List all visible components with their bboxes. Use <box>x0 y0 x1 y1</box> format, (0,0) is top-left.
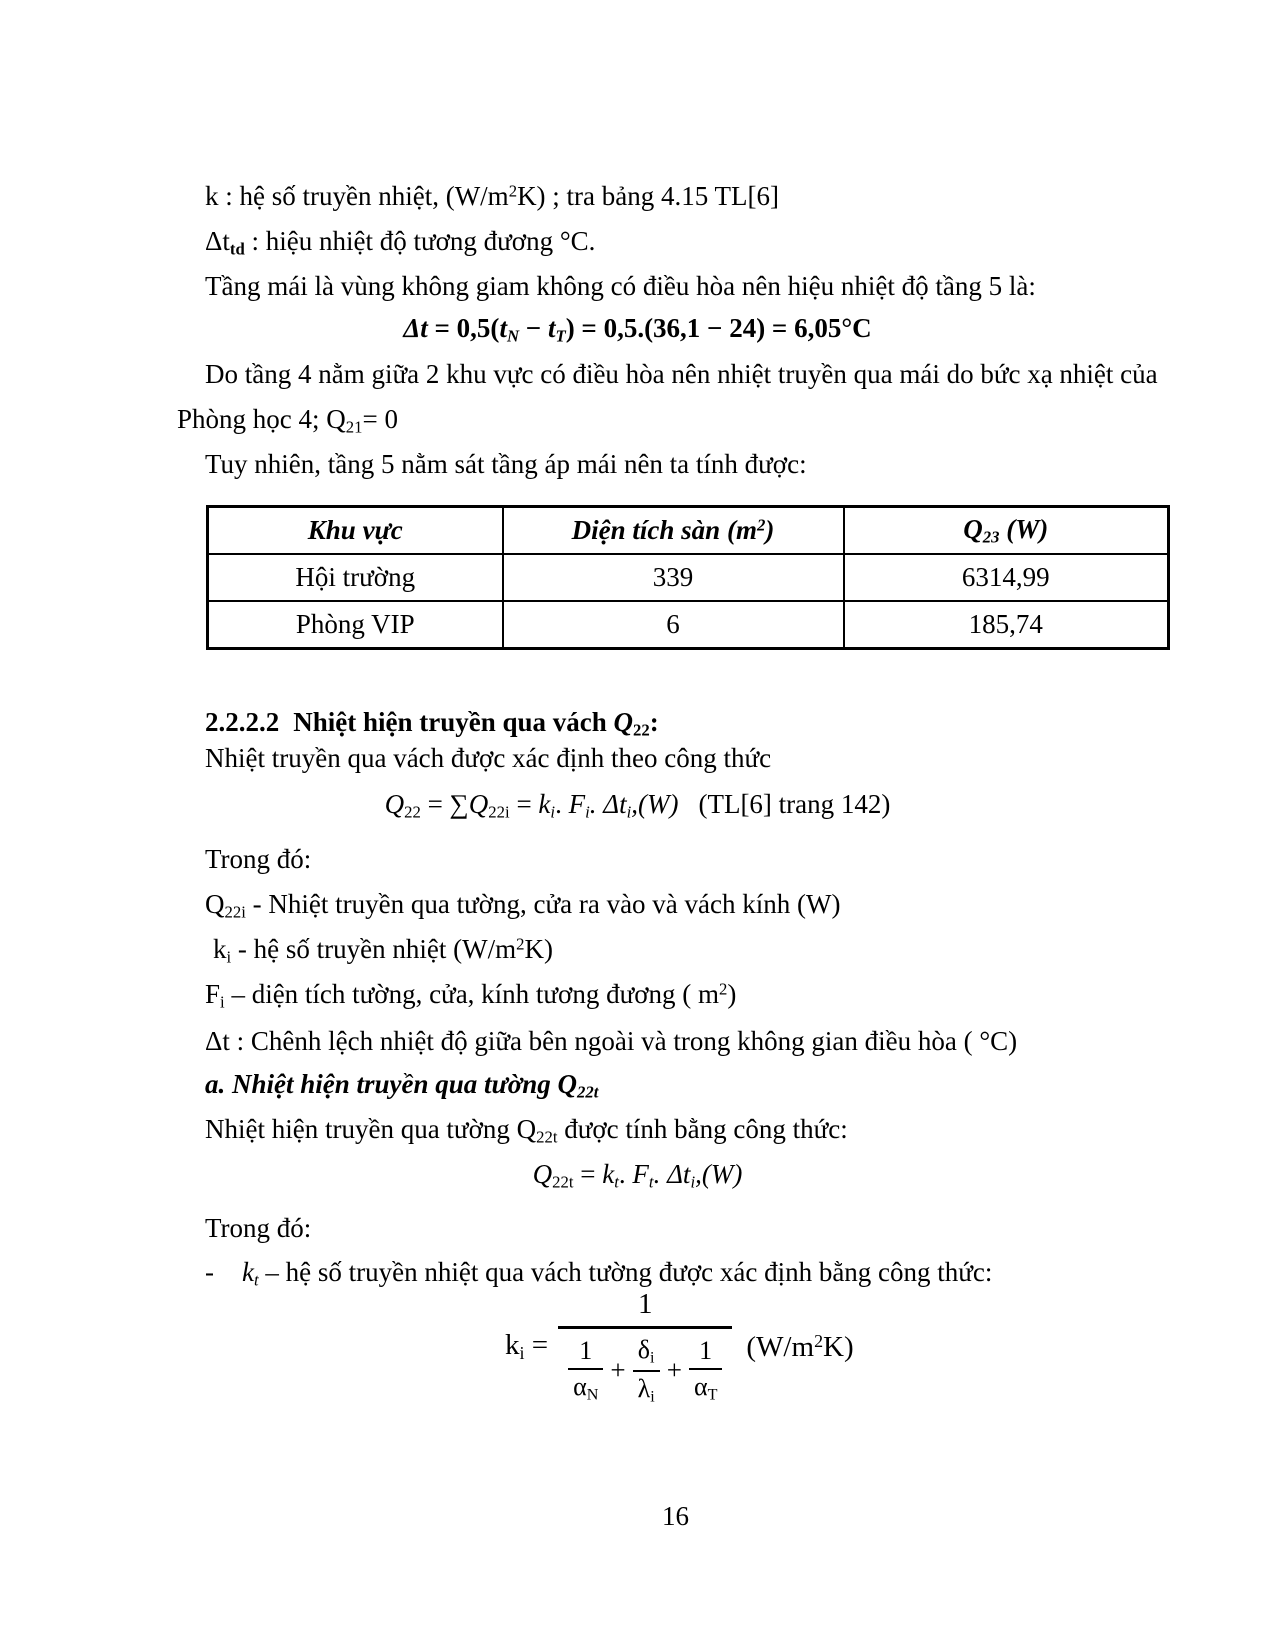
math-var: Q <box>468 789 489 819</box>
page-number-text: 16 <box>662 1501 689 1531</box>
text-segment: k <box>213 934 227 964</box>
text-segment: – diện tích tường, cửa, kính tương đương ( m <box>224 979 719 1009</box>
table-cell <box>208 554 503 601</box>
subscript: 23 <box>982 527 1000 547</box>
header-text: (W) <box>999 513 1049 544</box>
text-segment: Do tầng 4 nằm giữa 2 khu vực có điều hòa nên nhiệt truyền qua mái do bức xạ nhiệt của <box>205 359 1158 389</box>
subscript: 22 <box>633 720 650 740</box>
math-op: ,(W) <box>631 789 679 819</box>
subscript: t <box>648 1172 654 1192</box>
table-header-row <box>208 507 1169 555</box>
math-var: k <box>602 1159 615 1189</box>
line-nhiet-truyen-vach <box>205 742 771 776</box>
math-var: . Δt <box>653 1159 691 1189</box>
math-var: Q <box>557 1069 577 1099</box>
cell-text: 6314,99 <box>961 562 1050 592</box>
text-segment: K) ; tra bảng 4.15 TL[6] <box>517 181 779 211</box>
math-var: δ <box>637 1335 651 1364</box>
math-var: F <box>632 1159 649 1189</box>
table-row <box>208 601 1169 649</box>
text-segment: Trong đó: <box>205 1213 312 1243</box>
formula-reference: (TL[6] trang 142) <box>698 789 891 819</box>
section-heading-2222 <box>205 706 659 742</box>
subscript: 22t <box>576 1082 599 1102</box>
subscript: td <box>229 239 245 259</box>
header-text: Q <box>963 513 983 544</box>
main-fraction <box>558 1288 732 1406</box>
formula-ki-fraction <box>505 1288 854 1406</box>
math-var: k <box>538 789 551 819</box>
table-header-dien-tich <box>503 507 844 555</box>
subscript: T <box>555 326 566 346</box>
sub-fraction-alpha-t <box>689 1336 722 1405</box>
math-op: = <box>509 789 539 819</box>
line-fi-definition <box>205 978 736 1014</box>
text-segment: – hệ số truyền nhiệt qua vách tường được xác định bằng công thức: <box>258 1257 993 1287</box>
subscript: i <box>650 1388 655 1405</box>
cell-text: Phòng VIP <box>295 609 415 639</box>
superscript: 2 <box>719 979 728 999</box>
math-op: = <box>573 1159 603 1189</box>
text-segment: Δt : Chênh lệch nhiệt độ giữa bên ngoài và trong không gian điều hòa ( °C) <box>205 1026 1018 1056</box>
plus-sign: + <box>666 1355 682 1385</box>
cell-text: 185,74 <box>968 609 1043 639</box>
subscript: N <box>506 326 520 346</box>
sub-frac-den <box>689 1368 722 1405</box>
data-table <box>206 505 1170 650</box>
table-cell <box>844 554 1169 601</box>
text-segment: Phòng học 4; Q <box>177 404 346 434</box>
line-kt-definition <box>205 1256 992 1292</box>
math-var: Δt <box>403 313 428 343</box>
math-var: t <box>547 313 556 343</box>
math-var: . Δt <box>589 789 627 819</box>
table-cell <box>503 601 844 649</box>
subscript: 22t <box>536 1127 558 1147</box>
line-trong-do-2 <box>205 1212 311 1246</box>
math-op: − <box>519 313 548 343</box>
formula-q22 <box>0 788 1275 824</box>
superscript: 2 <box>756 515 766 535</box>
list-dash: - <box>205 1257 214 1287</box>
superscript: 2 <box>814 1330 824 1351</box>
sub-frac-den <box>568 1368 603 1405</box>
subscript: i <box>650 1349 655 1367</box>
math-op: = ∑ <box>420 789 469 819</box>
math-var: t <box>499 313 507 343</box>
superscript: 2 <box>508 181 518 201</box>
subscript: 21 <box>345 417 363 437</box>
math-op: ) = 0,5.(36,1 − 24) = 6,05°C <box>565 313 872 343</box>
math-var: Q <box>532 1159 553 1189</box>
header-text: ) <box>765 515 775 545</box>
line-tang-mai <box>205 270 1036 304</box>
subscript: i <box>626 802 632 822</box>
text-segment: Δt <box>205 226 230 256</box>
math-var: k <box>242 1257 254 1287</box>
formula-delta-t <box>0 312 1275 348</box>
text-segment: k : hệ số truyền nhiệt, (W/m <box>205 181 509 211</box>
math-op: ,(W) <box>695 1159 743 1189</box>
superscript: 2 <box>516 934 525 954</box>
subscript: 22i <box>488 802 510 822</box>
fraction-numerator: 1 <box>638 1288 653 1320</box>
sub-fraction-delta-lambda <box>633 1335 660 1406</box>
text-segment: F <box>205 979 221 1009</box>
subscript: i <box>220 992 225 1012</box>
line-delta-t-td <box>205 225 595 261</box>
cell-text: 339 <box>652 562 694 592</box>
subsection-title: Nhiệt hiện truyền qua tường <box>225 1069 558 1099</box>
header-text: Khu vực <box>307 515 403 545</box>
text-segment: ) <box>727 979 737 1009</box>
table-cell <box>208 601 503 649</box>
math-op: . <box>555 789 569 819</box>
subscript: T <box>707 1386 718 1404</box>
cell-text: Hội trường <box>295 562 416 592</box>
line-delta-t-definition <box>205 1025 1017 1059</box>
text-segment: Trong đó: <box>205 844 312 874</box>
math-var: Q <box>384 789 405 819</box>
math-var: k <box>505 1329 520 1362</box>
fraction-denominator <box>558 1326 732 1406</box>
math-op: . <box>618 1159 633 1189</box>
section-title: Nhiệt hiện truyền qua vách <box>293 707 614 737</box>
text-segment: : hiệu nhiệt độ tương đương °C. <box>244 226 596 256</box>
table-row <box>208 554 1169 601</box>
text-segment: được tính bằng công thức: <box>557 1114 848 1144</box>
math-op: = 0,5( <box>427 313 500 343</box>
math-op: = <box>524 1329 549 1362</box>
formula-lhs <box>505 1329 548 1364</box>
subscript: N <box>586 1386 599 1404</box>
sub-fraction-alpha-n <box>568 1336 603 1405</box>
section-colon: : <box>649 707 659 737</box>
subsection-label: a. <box>205 1069 226 1099</box>
text-segment: - hệ số truyền nhiệt (W/m <box>231 934 517 964</box>
subscript: 22i <box>224 902 246 922</box>
line-do-tang-4 <box>205 358 1158 392</box>
math-var: Q <box>613 707 634 737</box>
math-var: α <box>693 1372 708 1402</box>
text-segment: Tuy nhiên, tầng 5 nằm sát tầng áp mái nên ta tính được: <box>205 449 807 479</box>
unit-text: K) <box>823 1330 854 1363</box>
text-segment: Nhiệt hiện truyền qua tường Q <box>205 1114 537 1144</box>
line-tuy-nhien <box>205 448 807 482</box>
subscript: t <box>253 1270 259 1290</box>
sub-frac-num: 1 <box>699 1336 713 1366</box>
header-text: Diện tích sàn (m <box>571 515 757 545</box>
subscript: i <box>690 1172 696 1192</box>
sub-frac-num: 1 <box>579 1336 593 1366</box>
sub-frac-num <box>633 1335 660 1370</box>
subscript: i <box>585 802 590 822</box>
table-cell <box>844 601 1169 649</box>
subscript: t <box>614 1172 619 1192</box>
math-var: λ <box>637 1373 651 1403</box>
table-header-q23 <box>844 507 1169 555</box>
math-var: α <box>573 1372 587 1402</box>
cell-text: 6 <box>666 609 680 639</box>
text-segment: = 0 <box>362 404 398 434</box>
text-segment: Q <box>205 889 225 919</box>
section-number: 2.2.2.2 <box>205 707 280 737</box>
text-segment: Tầng mái là vùng không giam không có điều hòa nên hiệu nhiệt độ tầng 5 là: <box>205 271 1036 301</box>
subscript: i <box>226 947 232 967</box>
unit-text: (W/m <box>746 1330 815 1363</box>
line-nhiet-hien-q22t <box>205 1113 848 1149</box>
line-phong-hoc-4 <box>177 403 398 439</box>
subscript: i <box>519 1343 525 1364</box>
math-var: F <box>568 789 586 819</box>
line-q22i-definition <box>205 888 840 924</box>
plus-sign: + <box>610 1355 626 1385</box>
line-ki-definition <box>213 933 553 969</box>
text-segment: Nhiệt truyền qua vách được xác định theo công thức <box>205 743 772 773</box>
subscript: 22t <box>552 1172 574 1192</box>
formula-q22t <box>0 1158 1275 1194</box>
line-k-coefficient <box>205 180 779 214</box>
text-segment: K) <box>524 934 553 964</box>
subscript: i <box>550 802 556 822</box>
line-trong-do-1 <box>205 843 311 877</box>
page-number <box>662 1500 689 1534</box>
formula-unit <box>746 1331 853 1364</box>
sub-frac-den <box>633 1370 660 1407</box>
subscript: 22 <box>404 802 421 822</box>
table-header-khu-vuc <box>208 507 503 555</box>
subsection-heading-a <box>205 1068 598 1104</box>
table-cell <box>503 554 844 601</box>
text-segment: - Nhiệt truyền qua tường, cửa ra vào và vách kính (W) <box>245 889 841 919</box>
